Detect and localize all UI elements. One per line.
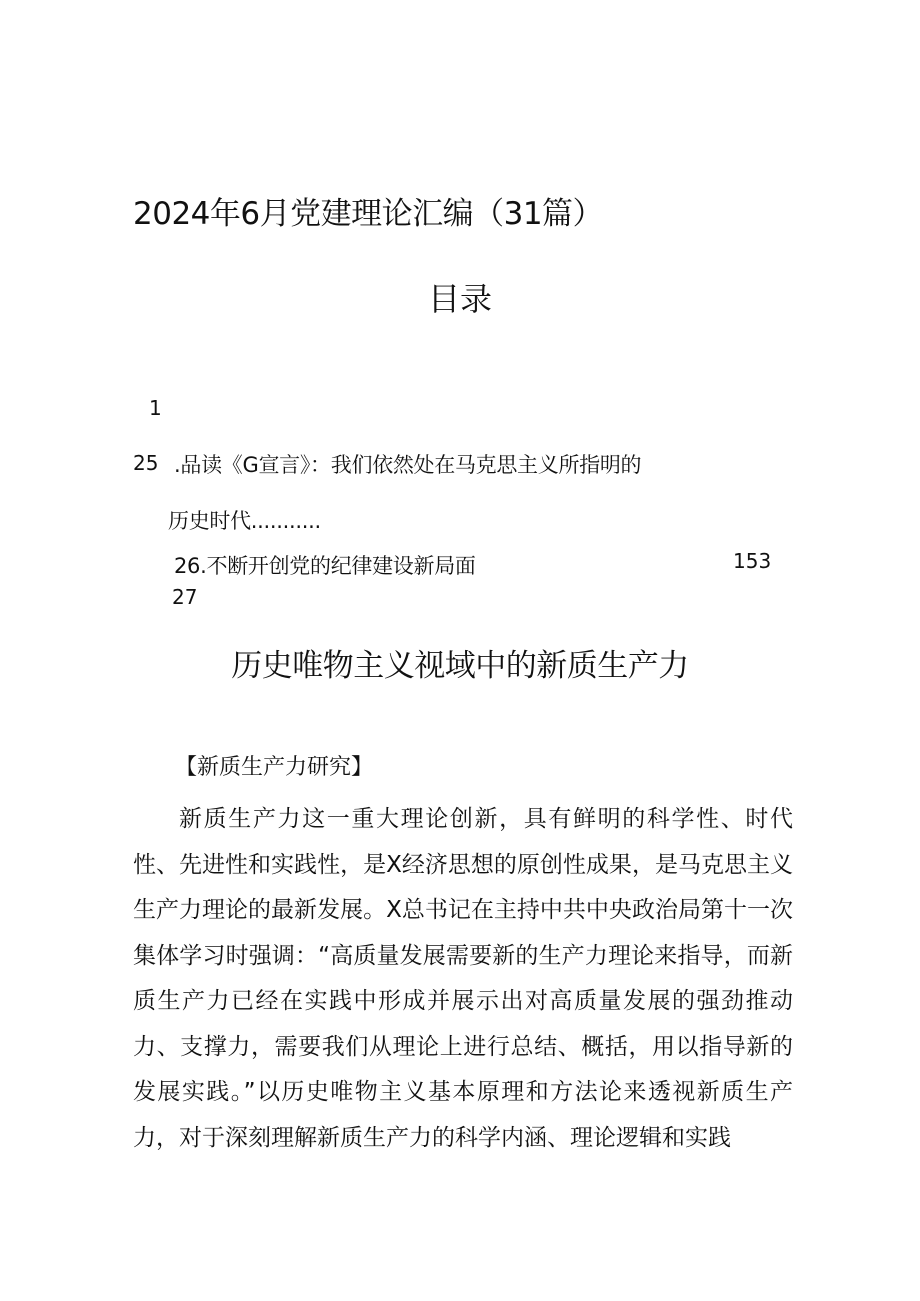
toc-item-26-title: 26.不断开创党的纪律建设新局面 [174,554,476,578]
toc-item-26-page: 153 [733,549,772,573]
toc-item-25-number: 25 [133,451,159,475]
toc-item-27-number: 27 [172,585,198,609]
toc-item-1-number: 1 [149,396,162,420]
article-body: 新质生产力这一重大理论创新，具有鲜明的科学性、时代性、先进性和实践性，是X经济思想的原创性成果，是马克思主义生产力理论的最新发展。X总书记在主持中共中央政治局第十一次集体学习时强调：“高质量发展需要新的生产力理论来指导，而新质生产力已经在实践中形成并展示出对高质量发展的强劲推动力、支撑力，需要我们从理论上进行总结、概括，用以指导新的发展实践。”以历史唯物主义基本原理和方法论来透视新质生产力，对于深刻理解新质生产力的科学内涵、理论逻辑和实践 [133,806,793,1151]
article-title: 历史唯物主义视域中的新质生产力 [231,648,689,684]
toc-item-25-title-line2: 历史时代........... [168,509,321,533]
toc-item-25-title-line1: .品读《G宣言》：我们依然处在马克思主义所指明的 [174,453,642,477]
document-title: 2024年6月党建理论汇编（31篇） [133,196,604,232]
toc-heading: 目录 [427,280,492,318]
section-tag: 【新质生产力研究】 [175,755,374,780]
